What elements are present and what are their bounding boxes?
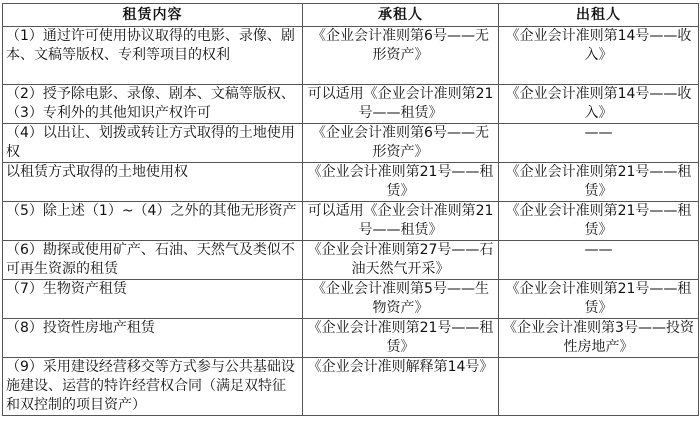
lessor-standard-cell: 《企业会计准则第14号——收入》	[499, 27, 699, 85]
lease-content-cell: （1）通过许可使用协议取得的电影、录像、剧本、文稿等版权、专利等项目的权利	[3, 27, 303, 85]
lessee-standard-cell: 《企业会计准则第21号——租赁》	[303, 163, 499, 202]
lessor-standard-cell: 《企业会计准则第21号——租赁》	[499, 163, 699, 202]
table-row	[3, 124, 699, 163]
table-row	[3, 358, 699, 416]
table-header-row	[3, 4, 699, 27]
lessor-standard-cell: ——	[499, 241, 699, 280]
lessee-standard-cell: 《企业会计准则第6号——无形资产》	[303, 124, 499, 163]
lessor-standard-cell: ——	[499, 124, 699, 163]
lessor-standard-cell: 《企业会计准则第3号——投资性房地产》	[499, 319, 699, 358]
table-row	[3, 85, 699, 124]
table-row	[3, 202, 699, 241]
lessee-standard-cell: 《企业会计准则第6号——无形资产》	[303, 27, 499, 85]
lease-standards-table	[2, 3, 699, 416]
lease-content-cell: （5）除上述（1）~（4）之外的其他无形资产	[3, 202, 303, 241]
lessee-standard-cell: 可以适用《企业会计准则第21号——租赁》	[303, 202, 499, 241]
lessee-standard-cell: 可以适用《企业会计准则第21号——租赁》	[303, 85, 499, 124]
table-row	[3, 241, 699, 280]
table-row	[3, 163, 699, 202]
lease-content-cell: （6）勘探或使用矿产、石油、天然气及类似不可再生资源的租赁	[3, 241, 303, 280]
lease-content-cell: （7）生物资产租赁	[3, 280, 303, 319]
lease-content-cell: （9）采用建设经营移交等方式参与公共基础设施建设、运营的特许经营权合同（满足双特征和双控制的项目资产）	[3, 358, 303, 416]
header-lease-content: 租赁内容	[3, 4, 303, 27]
lessee-standard-cell: 《企业会计准则第21号——租赁》	[303, 319, 499, 358]
lessee-standard-cell: 《企业会计准则解释第14号》	[303, 358, 499, 416]
lease-content-cell: （8）投资性房地产租赁	[3, 319, 303, 358]
table-row	[3, 27, 699, 85]
lessor-standard-cell	[499, 358, 699, 416]
lease-content-cell: （4）以出让、划拨或转让方式取得的土地使用权	[3, 124, 303, 163]
lessor-standard-cell: 《企业会计准则第21号——租赁》	[499, 202, 699, 241]
table-row	[3, 319, 699, 358]
lease-content-cell: 以租赁方式取得的土地使用权	[3, 163, 303, 202]
lease-content-cell: （2）授予除电影、录像、剧本、文稿等版权、（3）专利外的其他知识产权许可	[3, 85, 303, 124]
header-lessee: 承租人	[303, 4, 499, 27]
lessee-standard-cell: 《企业会计准则第5号——生物资产》	[303, 280, 499, 319]
lessee-standard-cell: 《企业会计准则第27号——石油天然气开采》	[303, 241, 499, 280]
lessor-standard-cell: 《企业会计准则第21号——租赁》	[499, 280, 699, 319]
header-lessor: 出租人	[499, 4, 699, 27]
table-row	[3, 280, 699, 319]
lessor-standard-cell: 《企业会计准则第14号——收入》	[499, 85, 699, 124]
